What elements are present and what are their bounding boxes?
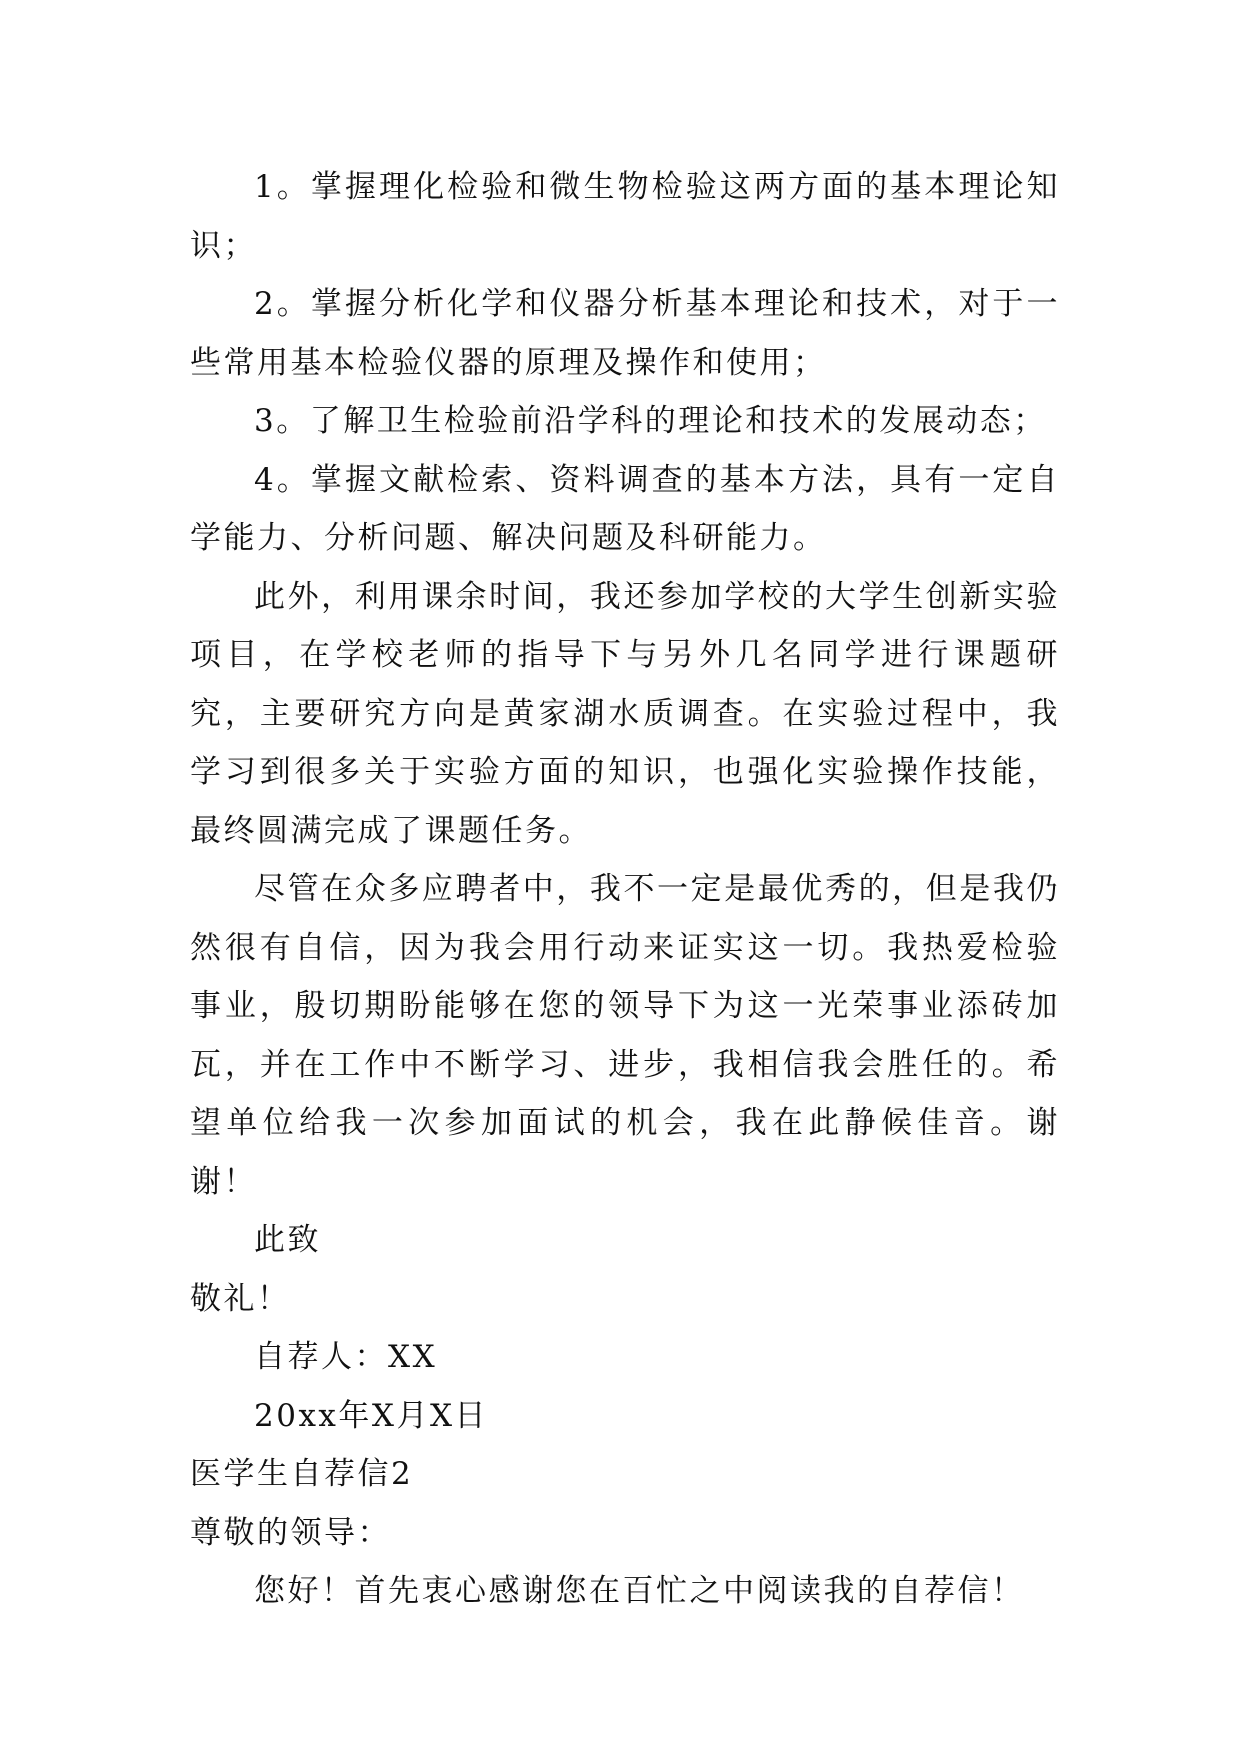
paragraph-item-1: 1。掌握理化检验和微生物检验这两方面的基本理论知识； [190, 169, 1060, 264]
paragraph-extra-activities: 此外，利用课余时间，我还参加学校的大学生创新实验项目，在学校老师的指导下与另外几名同学进行课题研究，主要研究方向是黄家湖水质调查。在实验过程中，我学习到很多关于实验方面的知识，也强化实验操作技能，最终圆满完成了课题任务。 [190, 578, 1060, 849]
document-body [190, 158, 1060, 1621]
section-title: 医学生自荐信2 [190, 1456, 414, 1492]
letter-greeting: 尊敬的领导： [190, 1514, 391, 1551]
signature-date: 20xx年X月X日 [254, 1397, 489, 1434]
paragraph-item-4: 4。掌握文献检索、资料调查的基本方法，具有一定自学能力、分析问题、解决问题及科研能力。 [190, 461, 1060, 556]
closing-regards: 敬礼！ [190, 1280, 291, 1317]
signature-name: 自荐人：XX [254, 1339, 438, 1375]
paragraph-confidence: 尽管在众多应聘者中，我不一定是最优秀的，但是我仍然很有自信，因为我会用行动来证实这一切。我热爱检验事业，殷切期盼能够在您的领导下为这一光荣事业添砖加瓦，并在工作中不断学习、进步，我相信我会胜任的。希望单位给我一次参加面试的机会，我在此静候佳音。谢谢！ [190, 871, 1060, 1200]
letter-opening: 您好！首先衷心感谢您在百忙之中阅读我的自荐信！ [254, 1573, 1025, 1609]
paragraph-item-3: 3。了解卫生检验前沿学科的理论和技术的发展动态； [254, 403, 1047, 439]
closing-salutation: 此致 [254, 1222, 321, 1258]
paragraph-item-2: 2。掌握分析化学和仪器分析基本理论和技术，对于一些常用基本检验仪器的原理及操作和使用； [190, 286, 1060, 381]
